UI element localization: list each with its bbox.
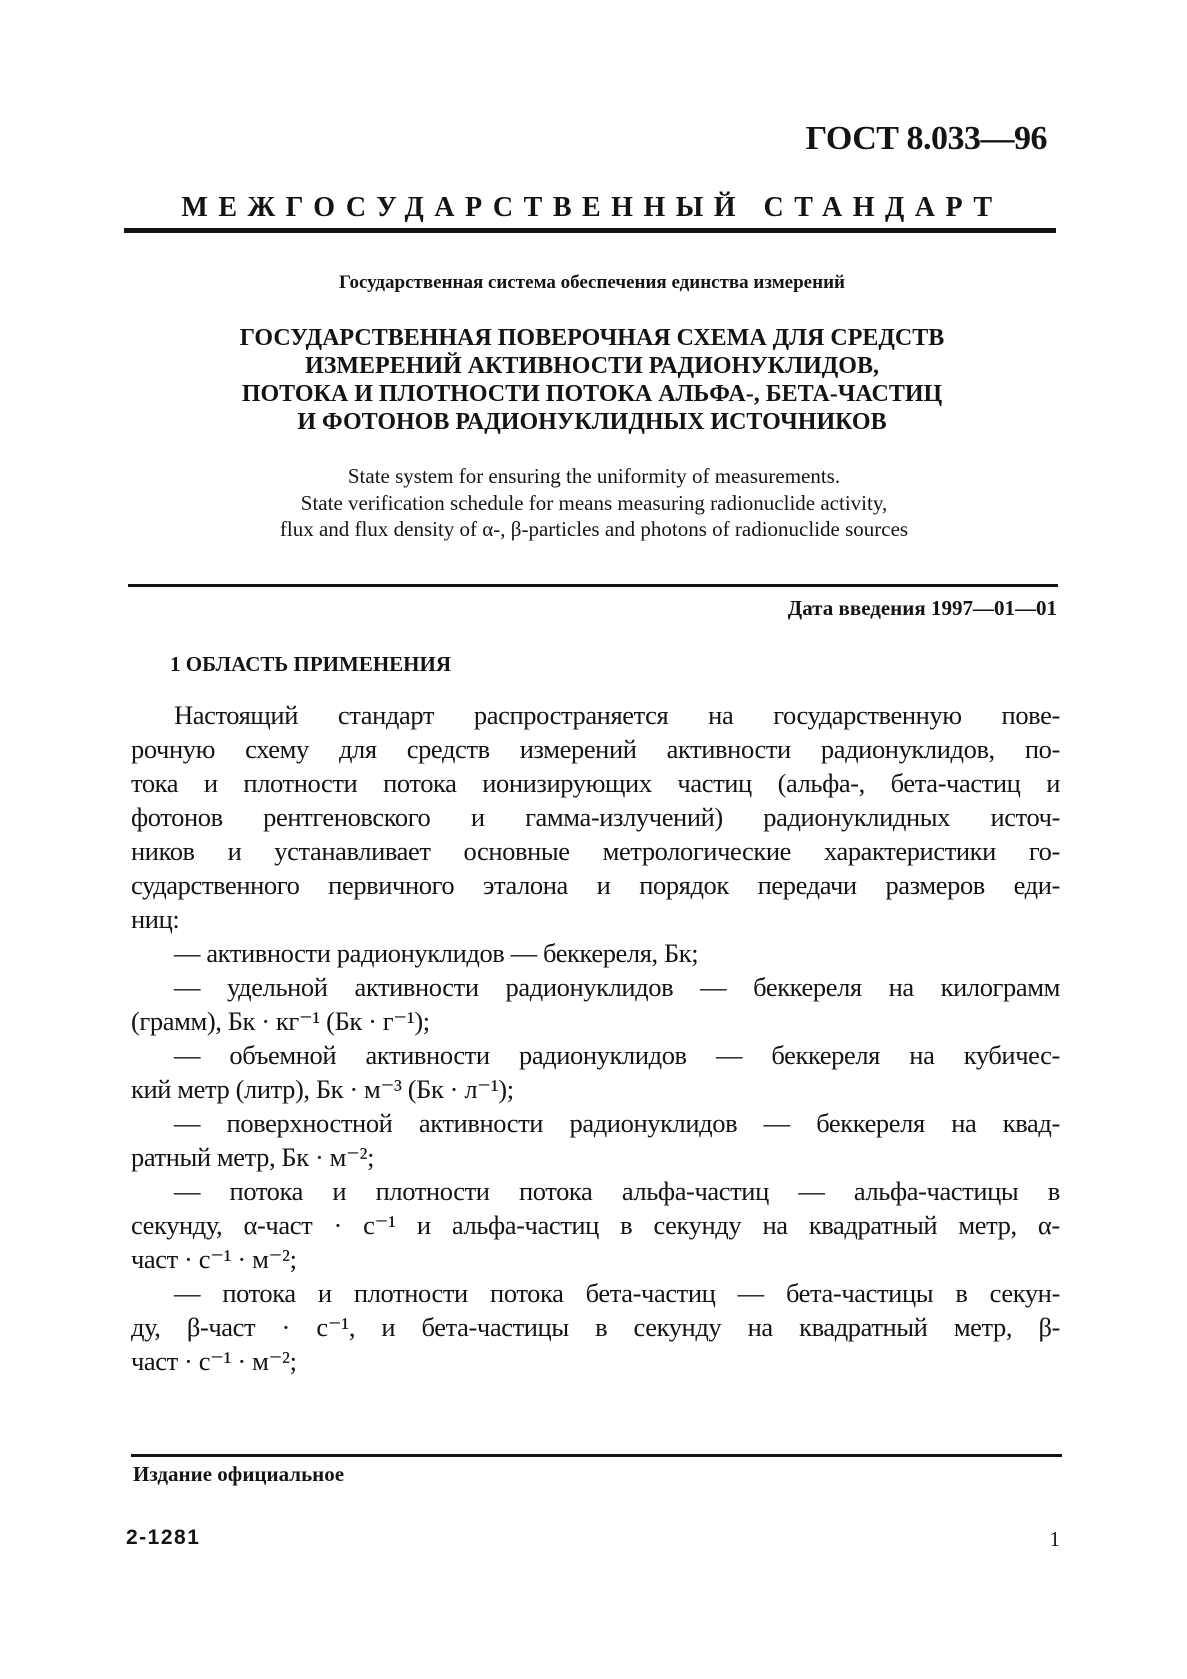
body-line bbox=[131, 1106, 1060, 1140]
body-word: — bbox=[174, 1040, 201, 1070]
body-line bbox=[131, 970, 1060, 1004]
body-word: · bbox=[333, 1210, 342, 1240]
body-word: рентгеновского bbox=[263, 802, 431, 832]
body-line bbox=[131, 766, 1060, 800]
body-word: удельной bbox=[227, 972, 328, 1002]
body-word: государственную bbox=[773, 700, 962, 730]
body-word: част · с⁻¹ · м⁻²; bbox=[131, 1346, 297, 1376]
body-word: секун- bbox=[989, 1278, 1060, 1308]
body-word: с⁻¹, bbox=[316, 1312, 356, 1342]
body-line bbox=[131, 1242, 1060, 1276]
body-word: радионуклидов bbox=[518, 1040, 687, 1070]
body-line bbox=[131, 1310, 1060, 1344]
body-word: секунду, bbox=[131, 1210, 223, 1240]
body-line bbox=[131, 1344, 1060, 1378]
body-word: и bbox=[332, 1176, 347, 1206]
body-line bbox=[131, 834, 1060, 868]
body-word: квадратный bbox=[808, 1210, 938, 1240]
body-word: основные bbox=[463, 836, 570, 866]
body-word: с⁻¹ bbox=[363, 1210, 396, 1240]
print-code: 2-1281 bbox=[126, 1526, 201, 1549]
body-word: в bbox=[1047, 1176, 1060, 1206]
body-word: ратный метр, Бк · м⁻²; bbox=[131, 1142, 375, 1172]
body-word: альфа-частиц bbox=[451, 1210, 599, 1240]
body-word: в bbox=[595, 1312, 608, 1342]
body-word: β-част bbox=[186, 1312, 256, 1342]
body-word: по- bbox=[1024, 734, 1060, 764]
body-word: секунду bbox=[633, 1312, 722, 1342]
body-word: эталона bbox=[483, 870, 568, 900]
body-word: и bbox=[470, 802, 485, 832]
body-word: беккереля bbox=[771, 1040, 880, 1070]
body-word: — bbox=[763, 1108, 790, 1138]
body-word: секунду bbox=[653, 1210, 742, 1240]
body-word: — bbox=[174, 1108, 201, 1138]
body-word: рочную bbox=[131, 734, 215, 764]
body-word: фотонов bbox=[131, 802, 223, 832]
body-word: — bbox=[737, 1278, 764, 1308]
body-word: — bbox=[715, 1040, 743, 1070]
english-title-line: flux and flux density of α-, β-particles and photons of radionuclide sources bbox=[279, 517, 909, 541]
body-word: потока bbox=[518, 1176, 593, 1206]
body-word: потока bbox=[490, 1278, 564, 1308]
main-title bbox=[124, 324, 1060, 436]
body-word: первичного bbox=[328, 870, 455, 900]
body-word: на bbox=[762, 1210, 788, 1240]
main-title-line: И ФОТОНОВ РАДИОНУКЛИДНЫХ ИСТОЧНИКОВ bbox=[297, 409, 887, 435]
body-word: радионуклидов bbox=[569, 1108, 738, 1138]
body-word: размеров bbox=[885, 870, 985, 900]
body-word: объемной bbox=[229, 1040, 337, 1070]
english-title-line: State system for ensuring the uniformity of measurements. bbox=[347, 464, 841, 488]
body-word: в bbox=[620, 1210, 633, 1240]
main-title-line: ПОТОКА И ПЛОТНОСТИ ПОТОКА АЛЬФА-, БЕТА-ЧАСТИЦ bbox=[241, 381, 943, 407]
body-word: кий метр (литр), Бк · м⁻³ (Бк · л⁻¹); bbox=[131, 1074, 514, 1104]
section-body bbox=[131, 698, 1060, 1378]
main-title-line: ИЗМЕРЕНИЙ АКТИВНОСТИ РАДИОНУКЛИДОВ, bbox=[305, 353, 879, 379]
body-line bbox=[131, 698, 1060, 732]
header-rule bbox=[124, 228, 1056, 233]
body-word: го- bbox=[1028, 836, 1060, 866]
body-line bbox=[131, 1038, 1060, 1072]
system-title: Государственная система обеспечения единства измерений bbox=[339, 272, 845, 293]
body-word: плотности bbox=[243, 768, 358, 798]
body-word: — bbox=[174, 1278, 201, 1308]
body-word: беккереля bbox=[753, 972, 862, 1002]
body-word: на bbox=[909, 1040, 935, 1070]
body-line bbox=[131, 1174, 1060, 1208]
body-word: квад- bbox=[1002, 1108, 1060, 1138]
body-word: измерений bbox=[519, 734, 637, 764]
official-edition-label: Издание официальное bbox=[133, 1462, 345, 1486]
body-line bbox=[131, 1140, 1060, 1174]
body-word: и bbox=[227, 836, 242, 866]
body-word: альфа-частиц bbox=[621, 1176, 769, 1206]
body-word: плотности bbox=[375, 1176, 490, 1206]
body-word: бета-частиц bbox=[585, 1278, 716, 1308]
body-word: на bbox=[951, 1108, 977, 1138]
body-word: · bbox=[281, 1312, 290, 1342]
body-word: активности bbox=[418, 1108, 544, 1138]
main-title-line: ГОСУДАРСТВЕННАЯ ПОВЕРОЧНАЯ СХЕМА ДЛЯ СРЕДСТВ bbox=[239, 325, 945, 351]
body-line bbox=[131, 1276, 1060, 1310]
body-word: и bbox=[381, 1312, 396, 1342]
body-word: потока bbox=[222, 1278, 296, 1308]
body-word: и bbox=[416, 1210, 431, 1240]
body-word: Настоящий bbox=[174, 700, 298, 730]
body-word: радионуклидов bbox=[505, 972, 674, 1002]
body-word: бета-частицы bbox=[421, 1312, 569, 1342]
body-word: — bbox=[700, 972, 727, 1002]
interstate-standard-label: МЕЖГОСУДАРСТВЕННЫЙ СТАНДАРТ bbox=[181, 192, 1003, 223]
body-word: α- bbox=[1037, 1210, 1060, 1240]
body-word: стандарт bbox=[337, 700, 435, 730]
body-word: порядок bbox=[639, 870, 729, 900]
body-word: и bbox=[596, 870, 611, 900]
body-word: на bbox=[747, 1312, 773, 1342]
body-word: поверхностной bbox=[226, 1108, 393, 1138]
body-word: (альфа-, bbox=[777, 768, 865, 798]
body-word: радионуклидных bbox=[763, 802, 951, 832]
body-word: и bbox=[1046, 768, 1060, 798]
body-word: для bbox=[338, 734, 377, 764]
body-word: потока bbox=[229, 1176, 303, 1206]
body-line bbox=[131, 800, 1060, 834]
body-line bbox=[131, 902, 1060, 936]
body-line bbox=[131, 1208, 1060, 1242]
body-word: активности bbox=[666, 734, 791, 764]
body-word: источ- bbox=[990, 802, 1060, 832]
body-word: плотности bbox=[353, 1278, 468, 1308]
title-rule bbox=[128, 584, 1058, 587]
body-word: еди- bbox=[1013, 870, 1060, 900]
body-word: тока bbox=[131, 768, 179, 798]
body-word: квадратный bbox=[799, 1312, 928, 1342]
body-word: част · с⁻¹ · м⁻²; bbox=[131, 1244, 297, 1274]
body-word: — активности радионуклидов — беккереля, Бк; bbox=[174, 938, 699, 968]
body-word: метр, bbox=[958, 1210, 1017, 1240]
english-title-line: State verification schedule for means measuring radionuclide activity, bbox=[300, 490, 888, 515]
body-word: устанавливает bbox=[274, 836, 431, 866]
body-word: бета-частицы bbox=[785, 1278, 934, 1308]
body-word: бета-частиц bbox=[890, 768, 1021, 798]
body-word: характеристики bbox=[823, 836, 996, 866]
body-word: ду, bbox=[131, 1312, 161, 1342]
body-word: частиц bbox=[677, 768, 752, 798]
body-line bbox=[131, 868, 1060, 902]
footer-rule bbox=[131, 1454, 1062, 1457]
body-word: и bbox=[203, 768, 218, 798]
page-number: 1 bbox=[1049, 1527, 1060, 1551]
body-word: схему bbox=[245, 734, 309, 764]
body-word: ников bbox=[131, 836, 195, 866]
body-word: (грамм), Бк · кг⁻¹ (Бк · г⁻¹); bbox=[131, 1006, 430, 1036]
body-word: ниц: bbox=[131, 904, 180, 934]
body-word: килограмм bbox=[940, 972, 1060, 1002]
body-word: радионуклидов, bbox=[820, 734, 995, 764]
body-word: — bbox=[174, 972, 201, 1002]
body-word: средств bbox=[406, 734, 490, 764]
body-word: гамма-излучений) bbox=[525, 802, 723, 832]
body-word: пове- bbox=[1001, 700, 1060, 730]
body-word: β- bbox=[1038, 1312, 1060, 1342]
body-word: сударственного bbox=[131, 870, 300, 900]
body-word: активности bbox=[365, 1040, 490, 1070]
body-line bbox=[131, 732, 1060, 766]
body-word: — bbox=[798, 1176, 825, 1206]
body-word: на bbox=[888, 972, 914, 1002]
body-word: и bbox=[317, 1278, 332, 1308]
body-word: распространяется bbox=[473, 700, 669, 730]
body-line bbox=[131, 936, 1060, 970]
body-word: метр, bbox=[953, 1312, 1013, 1342]
body-word: альфа-частицы bbox=[853, 1176, 1019, 1206]
body-line bbox=[131, 1072, 1060, 1106]
english-title bbox=[124, 463, 1064, 543]
body-word: в bbox=[955, 1278, 968, 1308]
body-word: активности bbox=[354, 972, 479, 1002]
body-word: на bbox=[708, 700, 734, 730]
body-word: — bbox=[174, 1176, 201, 1206]
section-title: 1 ОБЛАСТЬ ПРИМЕНЕНИЯ bbox=[170, 652, 452, 676]
body-word: беккереля bbox=[816, 1108, 925, 1138]
intro-date: Дата введения 1997—01—01 bbox=[787, 596, 1057, 620]
body-line bbox=[131, 1004, 1060, 1038]
body-word: метрологические bbox=[602, 836, 792, 866]
gost-number: ГОСТ 8.033—96 bbox=[805, 120, 1047, 157]
body-word: передачи bbox=[757, 870, 857, 900]
body-word: потока bbox=[383, 768, 457, 798]
body-word: ионизирующих bbox=[482, 768, 652, 798]
body-word: α-част bbox=[243, 1210, 313, 1240]
body-word: кубичес- bbox=[963, 1040, 1060, 1070]
